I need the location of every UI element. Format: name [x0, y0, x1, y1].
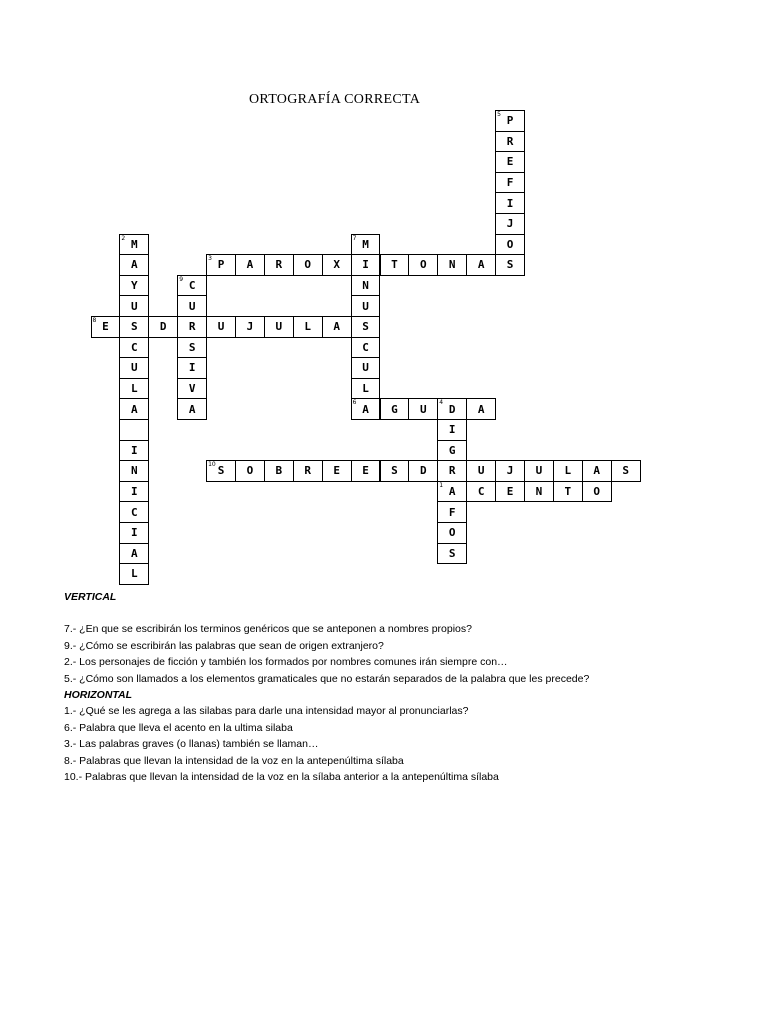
crossword-cell	[351, 337, 381, 359]
crossword-cell	[177, 378, 207, 400]
crossword-cell	[495, 213, 525, 235]
cell-letter: V	[188, 382, 196, 396]
crossword-cell	[495, 172, 525, 194]
cell-letter: E	[102, 320, 109, 334]
vertical-clue: 2.- Los personajes de ficción y también los formados por nombres comunes irán siempre con…	[64, 656, 508, 669]
cell-letter: L	[131, 382, 138, 396]
crossword-cell	[264, 254, 294, 276]
cell-letter: P	[506, 114, 514, 128]
crossword-cell	[119, 254, 149, 276]
crossword-cell	[119, 337, 149, 359]
cell-letter: J	[506, 217, 514, 231]
cell-letter: S	[131, 320, 138, 334]
vertical-clue: 7.- ¿En que se escribirán los terminos genéricos que se anteponen a nombres propios?	[64, 623, 472, 636]
cell-letter: U	[131, 299, 138, 313]
cell-letter: J	[246, 320, 254, 334]
crossword-cell	[495, 460, 525, 482]
cell-letter: A	[362, 402, 369, 416]
crossword-cell	[437, 460, 467, 482]
crossword-cell	[380, 460, 410, 482]
cell-letter: F	[506, 176, 514, 190]
cell-letter: T	[564, 485, 572, 499]
cell-letter: M	[131, 237, 138, 251]
crossword-cell	[437, 543, 467, 565]
cell-letter: C	[131, 340, 138, 354]
cell-letter: J	[506, 464, 514, 478]
crossword-cell	[466, 460, 496, 482]
crossword-cell	[466, 398, 496, 420]
crossword-cell	[119, 522, 149, 544]
cell-letter: S	[217, 464, 225, 478]
crossword-cell	[206, 460, 236, 482]
crossword-cell	[437, 481, 467, 503]
crossword-cell	[119, 419, 149, 441]
cell-letter: O	[506, 237, 514, 251]
cell-letter: L	[564, 464, 572, 478]
cell-letter: R	[304, 464, 312, 478]
crossword-cell	[495, 151, 525, 173]
crossword-cell	[206, 316, 236, 338]
crossword-cell	[437, 419, 467, 441]
cell-letter: E	[362, 464, 369, 478]
crossword-cell	[119, 563, 149, 585]
cell-letter: C	[188, 279, 196, 293]
cell-letter: A	[448, 485, 456, 499]
crossword-cell	[437, 254, 467, 276]
cell-letter: U	[188, 299, 196, 313]
crossword-cell	[235, 460, 265, 482]
cell-letter: O	[246, 464, 254, 478]
crossword-cell	[437, 522, 467, 544]
cell-letter: G	[391, 402, 398, 416]
cell-letter: E	[506, 155, 514, 169]
crossword-cell	[466, 481, 496, 503]
crossword-cell	[524, 481, 554, 503]
cell-letter: A	[477, 402, 485, 416]
cell-letter: I	[362, 258, 369, 272]
clue-number: 2	[121, 234, 126, 242]
cell-letter: D	[159, 320, 167, 334]
crossword-cell	[351, 275, 381, 297]
cell-letter: X	[333, 258, 340, 272]
clue-number: 8	[92, 317, 97, 324]
crossword-cell	[177, 337, 207, 359]
horizontal-clue: 1.- ¿Qué se les agrega a las silabas para darle una intensidad mayor al pronunciarlas?	[64, 705, 469, 718]
crossword-cell	[437, 501, 467, 523]
crossword-cell	[148, 316, 178, 338]
crossword-cell	[408, 460, 438, 482]
crossword-cell	[611, 460, 641, 482]
crossword-cell	[177, 295, 207, 317]
crossword-cell	[91, 316, 121, 338]
crossword-cell	[264, 316, 294, 338]
cell-letter: O	[420, 258, 427, 272]
crossword-cell	[119, 481, 149, 503]
crossword-cell	[351, 357, 381, 379]
crossword-cell	[495, 234, 525, 256]
vertical-heading: VERTICAL	[64, 591, 117, 603]
cell-letter: L	[304, 320, 312, 334]
crossword-cell	[119, 378, 149, 400]
cell-letter: A	[333, 320, 340, 334]
cell-letter: I	[131, 526, 138, 540]
crossword-cell	[119, 460, 149, 482]
crossword-cell	[408, 398, 438, 420]
crossword-cell	[119, 440, 149, 462]
cell-letter: S	[362, 320, 369, 334]
cell-letter: N	[131, 464, 138, 478]
cell-letter: C	[362, 340, 369, 354]
cell-letter: A	[477, 258, 485, 272]
cell-letter: U	[477, 464, 485, 478]
crossword-cell	[119, 234, 149, 256]
cell-letter: R	[275, 258, 283, 272]
cell-letter: A	[188, 402, 196, 416]
crossword-cell	[119, 295, 149, 317]
cell-letter: E	[506, 485, 514, 499]
crossword-cell	[380, 254, 410, 276]
crossword-cell	[322, 316, 352, 338]
cell-letter: U	[535, 464, 543, 478]
crossword-cell	[264, 460, 294, 482]
horizontal-clue: 10.- Palabras que llevan la intensidad de la voz en la sílaba anterior a la antepenúltima sílaba	[64, 771, 499, 784]
crossword-cell	[235, 254, 265, 276]
cell-letter: G	[448, 443, 456, 457]
crossword-cell	[119, 316, 149, 338]
cell-letter: I	[131, 443, 138, 457]
clue-number: 4	[439, 399, 444, 407]
crossword-cell	[119, 501, 149, 523]
crossword-cell	[351, 295, 381, 317]
cell-letter: A	[131, 258, 138, 272]
crossword-cell	[553, 481, 583, 503]
cell-letter: U	[362, 361, 369, 375]
cell-letter: O	[448, 526, 456, 540]
cell-letter: I	[131, 485, 138, 499]
crossword-cell	[177, 398, 207, 420]
cell-letter: U	[420, 402, 427, 416]
crossword-cell	[351, 316, 381, 338]
crossword-cell	[322, 254, 352, 276]
crossword-cell	[293, 460, 323, 482]
cell-letter: U	[217, 320, 225, 334]
crossword-cell	[524, 460, 554, 482]
crossword-cell	[119, 398, 149, 420]
cell-letter: I	[506, 196, 514, 210]
horizontal-clue: 8.- Palabras que llevan la intensidad de la voz en la antepenúltima sílaba	[64, 754, 404, 767]
crossword-cell	[235, 316, 265, 338]
crossword-cell	[293, 316, 323, 338]
page-title: ORTOGRAFÍA CORRECTA	[249, 92, 421, 107]
crossword-cell	[119, 543, 149, 565]
cell-letter: C	[131, 505, 138, 519]
crossword-cell	[553, 460, 583, 482]
cell-letter: A	[593, 464, 601, 478]
cell-letter: S	[622, 464, 629, 478]
clue-number: 1	[439, 481, 444, 489]
cell-letter: S	[188, 340, 196, 354]
cell-letter: N	[448, 258, 456, 272]
cell-letter: O	[304, 258, 312, 272]
clue-number: 7	[352, 234, 357, 242]
crossword-cell	[582, 481, 612, 503]
crossword-cell	[495, 481, 525, 503]
cell-letter: A	[246, 258, 254, 272]
horizontal-clue: 3.- Las palabras graves (o llanas) también se llaman…	[64, 738, 319, 751]
clue-number: 9	[179, 275, 184, 283]
horizontal-heading: HORIZONTAL	[64, 689, 133, 702]
crossword-cell	[206, 254, 236, 276]
crossword-cell	[582, 460, 612, 482]
cell-letter: I	[188, 361, 196, 375]
crossword-cell	[177, 357, 207, 379]
crossword-cell	[437, 398, 467, 420]
horizontal-clue: 6.- Palabra que lleva el acento en la ultima silaba	[64, 721, 293, 734]
cell-letter: C	[477, 485, 485, 499]
crossword-cell	[293, 254, 323, 276]
vertical-clue: 9.- ¿Cómo se escribirán las palabras que sean de origen extranjero?	[64, 639, 384, 652]
cell-letter: R	[448, 464, 456, 478]
cell-letter: U	[131, 361, 138, 375]
clue-number: 3	[208, 255, 212, 263]
cell-letter: E	[333, 464, 340, 478]
clue-number: 10	[208, 461, 216, 469]
cell-letter: B	[275, 464, 283, 478]
cell-letter: S	[391, 464, 398, 478]
cell-letter: D	[420, 464, 427, 478]
cell-letter: S	[448, 546, 456, 560]
crossword-cell	[351, 398, 381, 420]
crossword-cell	[351, 234, 381, 256]
crossword-cell	[177, 316, 207, 338]
crossword-cell	[437, 440, 467, 462]
crossword-cell	[119, 357, 149, 379]
crossword-cell	[351, 378, 381, 400]
cell-letter: Y	[131, 279, 138, 293]
cell-letter: S	[506, 258, 514, 272]
cell-letter: D	[448, 402, 456, 416]
cell-letter: F	[448, 505, 456, 519]
crossword-cell	[177, 275, 207, 297]
clue-number: 6	[352, 399, 357, 407]
clue-number: 5	[497, 111, 501, 118]
crossword-cell	[408, 254, 438, 276]
crossword-cell	[495, 192, 525, 214]
cell-letter: P	[217, 258, 225, 272]
crossword-cell	[466, 254, 496, 276]
cell-letter: O	[593, 485, 601, 499]
cell-letter: M	[362, 237, 369, 251]
crossword-cell	[495, 110, 525, 132]
cell-letter: A	[131, 402, 138, 416]
vertical-clue: 5.- ¿Cómo son llamados a los elementos gramaticales que no estarán separados de la palabra que les precede?	[64, 672, 590, 685]
cell-letter: N	[362, 279, 369, 293]
crossword-cell	[495, 131, 525, 153]
cell-letter: I	[448, 423, 456, 437]
clues-section	[64, 589, 744, 785]
cell-letter: N	[535, 485, 543, 499]
crossword-cell	[351, 254, 381, 276]
crossword-cell	[351, 460, 381, 482]
cell-letter: L	[131, 567, 138, 581]
crossword-cell	[495, 254, 525, 276]
cell-letter: L	[362, 382, 369, 396]
cell-letter: U	[275, 320, 283, 334]
cell-letter: T	[391, 258, 398, 272]
cell-letter: R	[506, 134, 514, 148]
cell-letter: U	[362, 299, 369, 313]
crossword-cell	[322, 460, 352, 482]
cell-letter: A	[131, 546, 138, 560]
crossword-cell	[119, 275, 149, 297]
cell-letter: R	[188, 320, 196, 334]
crossword-cell	[380, 398, 410, 420]
